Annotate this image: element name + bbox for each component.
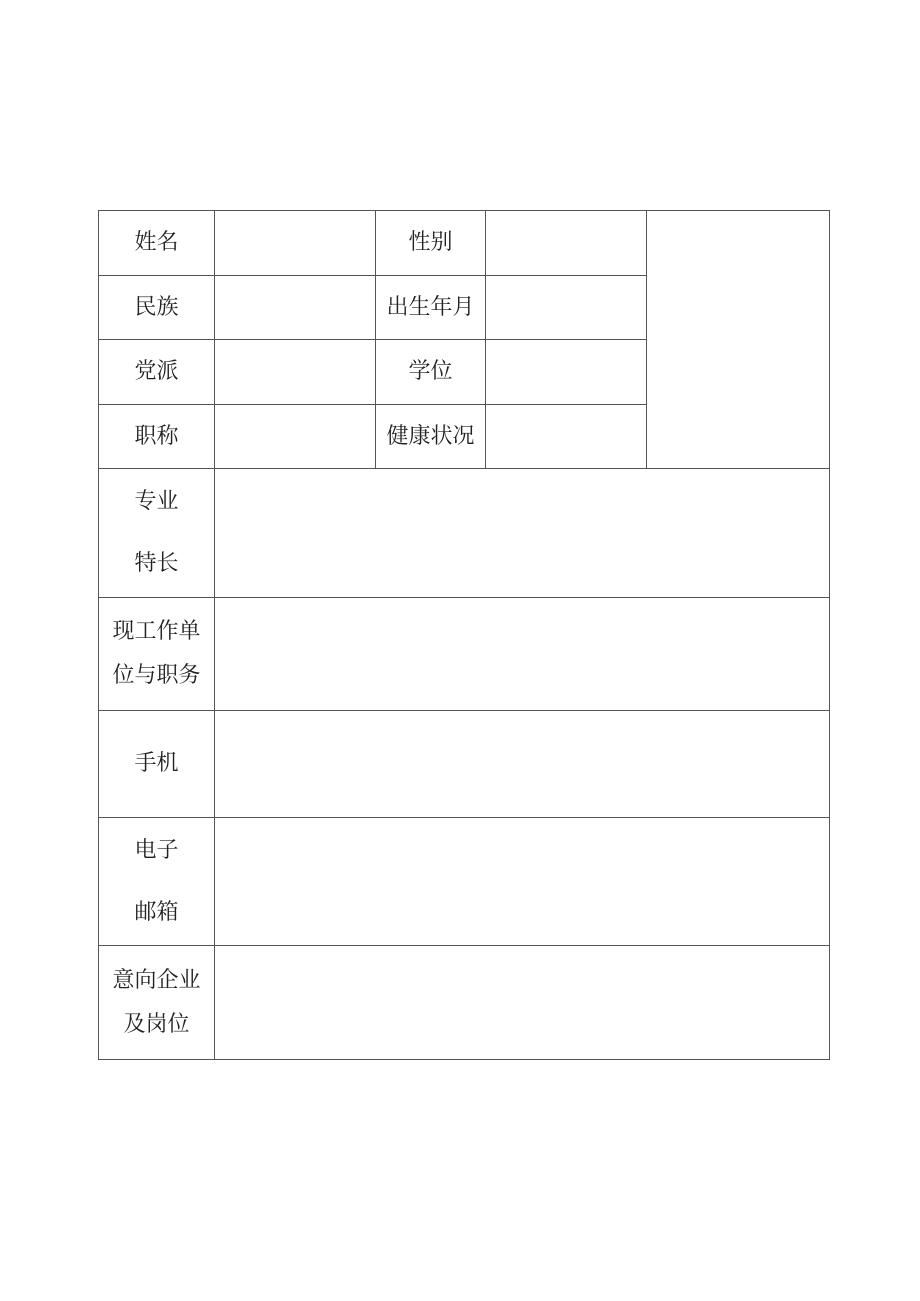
title-field[interactable] <box>215 405 376 469</box>
work-label-line-2: 位与职务 <box>112 663 201 688</box>
work-label <box>99 598 215 711</box>
work-field[interactable] <box>215 598 830 711</box>
title-label: 职称 <box>99 405 215 469</box>
intent-field[interactable] <box>215 946 830 1060</box>
row-name <box>99 211 830 276</box>
row-work <box>99 598 830 711</box>
work-label-line-1: 现工作单 <box>112 619 201 644</box>
row-intent <box>99 946 830 1060</box>
gender-label: 性别 <box>376 211 486 276</box>
intent-label <box>99 946 215 1060</box>
degree-label: 学位 <box>376 340 486 405</box>
specialty-label <box>99 469 215 598</box>
ethnicity-label: 民族 <box>99 276 215 340</box>
email-label-line-1: 电子 <box>134 837 179 863</box>
registration-form-table <box>98 210 830 1060</box>
email-label-line-2: 邮箱 <box>134 899 179 925</box>
health-field[interactable] <box>486 405 647 469</box>
ethnicity-field[interactable] <box>215 276 376 340</box>
row-specialty <box>99 469 830 598</box>
party-label: 党派 <box>99 340 215 405</box>
photo-area[interactable] <box>647 211 830 469</box>
phone-label: 手机 <box>99 711 215 818</box>
intent-label-line-1: 意向企业 <box>112 967 201 993</box>
name-label: 姓名 <box>99 211 215 276</box>
email-field[interactable] <box>215 818 830 946</box>
party-field[interactable] <box>215 340 376 405</box>
name-field[interactable] <box>215 211 376 276</box>
email-label <box>99 818 215 946</box>
phone-field[interactable] <box>215 711 830 818</box>
degree-field[interactable] <box>486 340 647 405</box>
gender-field[interactable] <box>486 211 647 276</box>
birth-label: 出生年月 <box>376 276 486 340</box>
health-label: 健康状况 <box>376 405 486 469</box>
row-email <box>99 818 830 946</box>
specialty-field[interactable] <box>215 469 830 598</box>
birth-field[interactable] <box>486 276 647 340</box>
specialty-label-line-1: 专业 <box>134 489 179 514</box>
row-phone <box>99 711 830 818</box>
intent-label-line-2: 及岗位 <box>123 1011 190 1037</box>
specialty-label-line-2: 特长 <box>134 551 179 576</box>
